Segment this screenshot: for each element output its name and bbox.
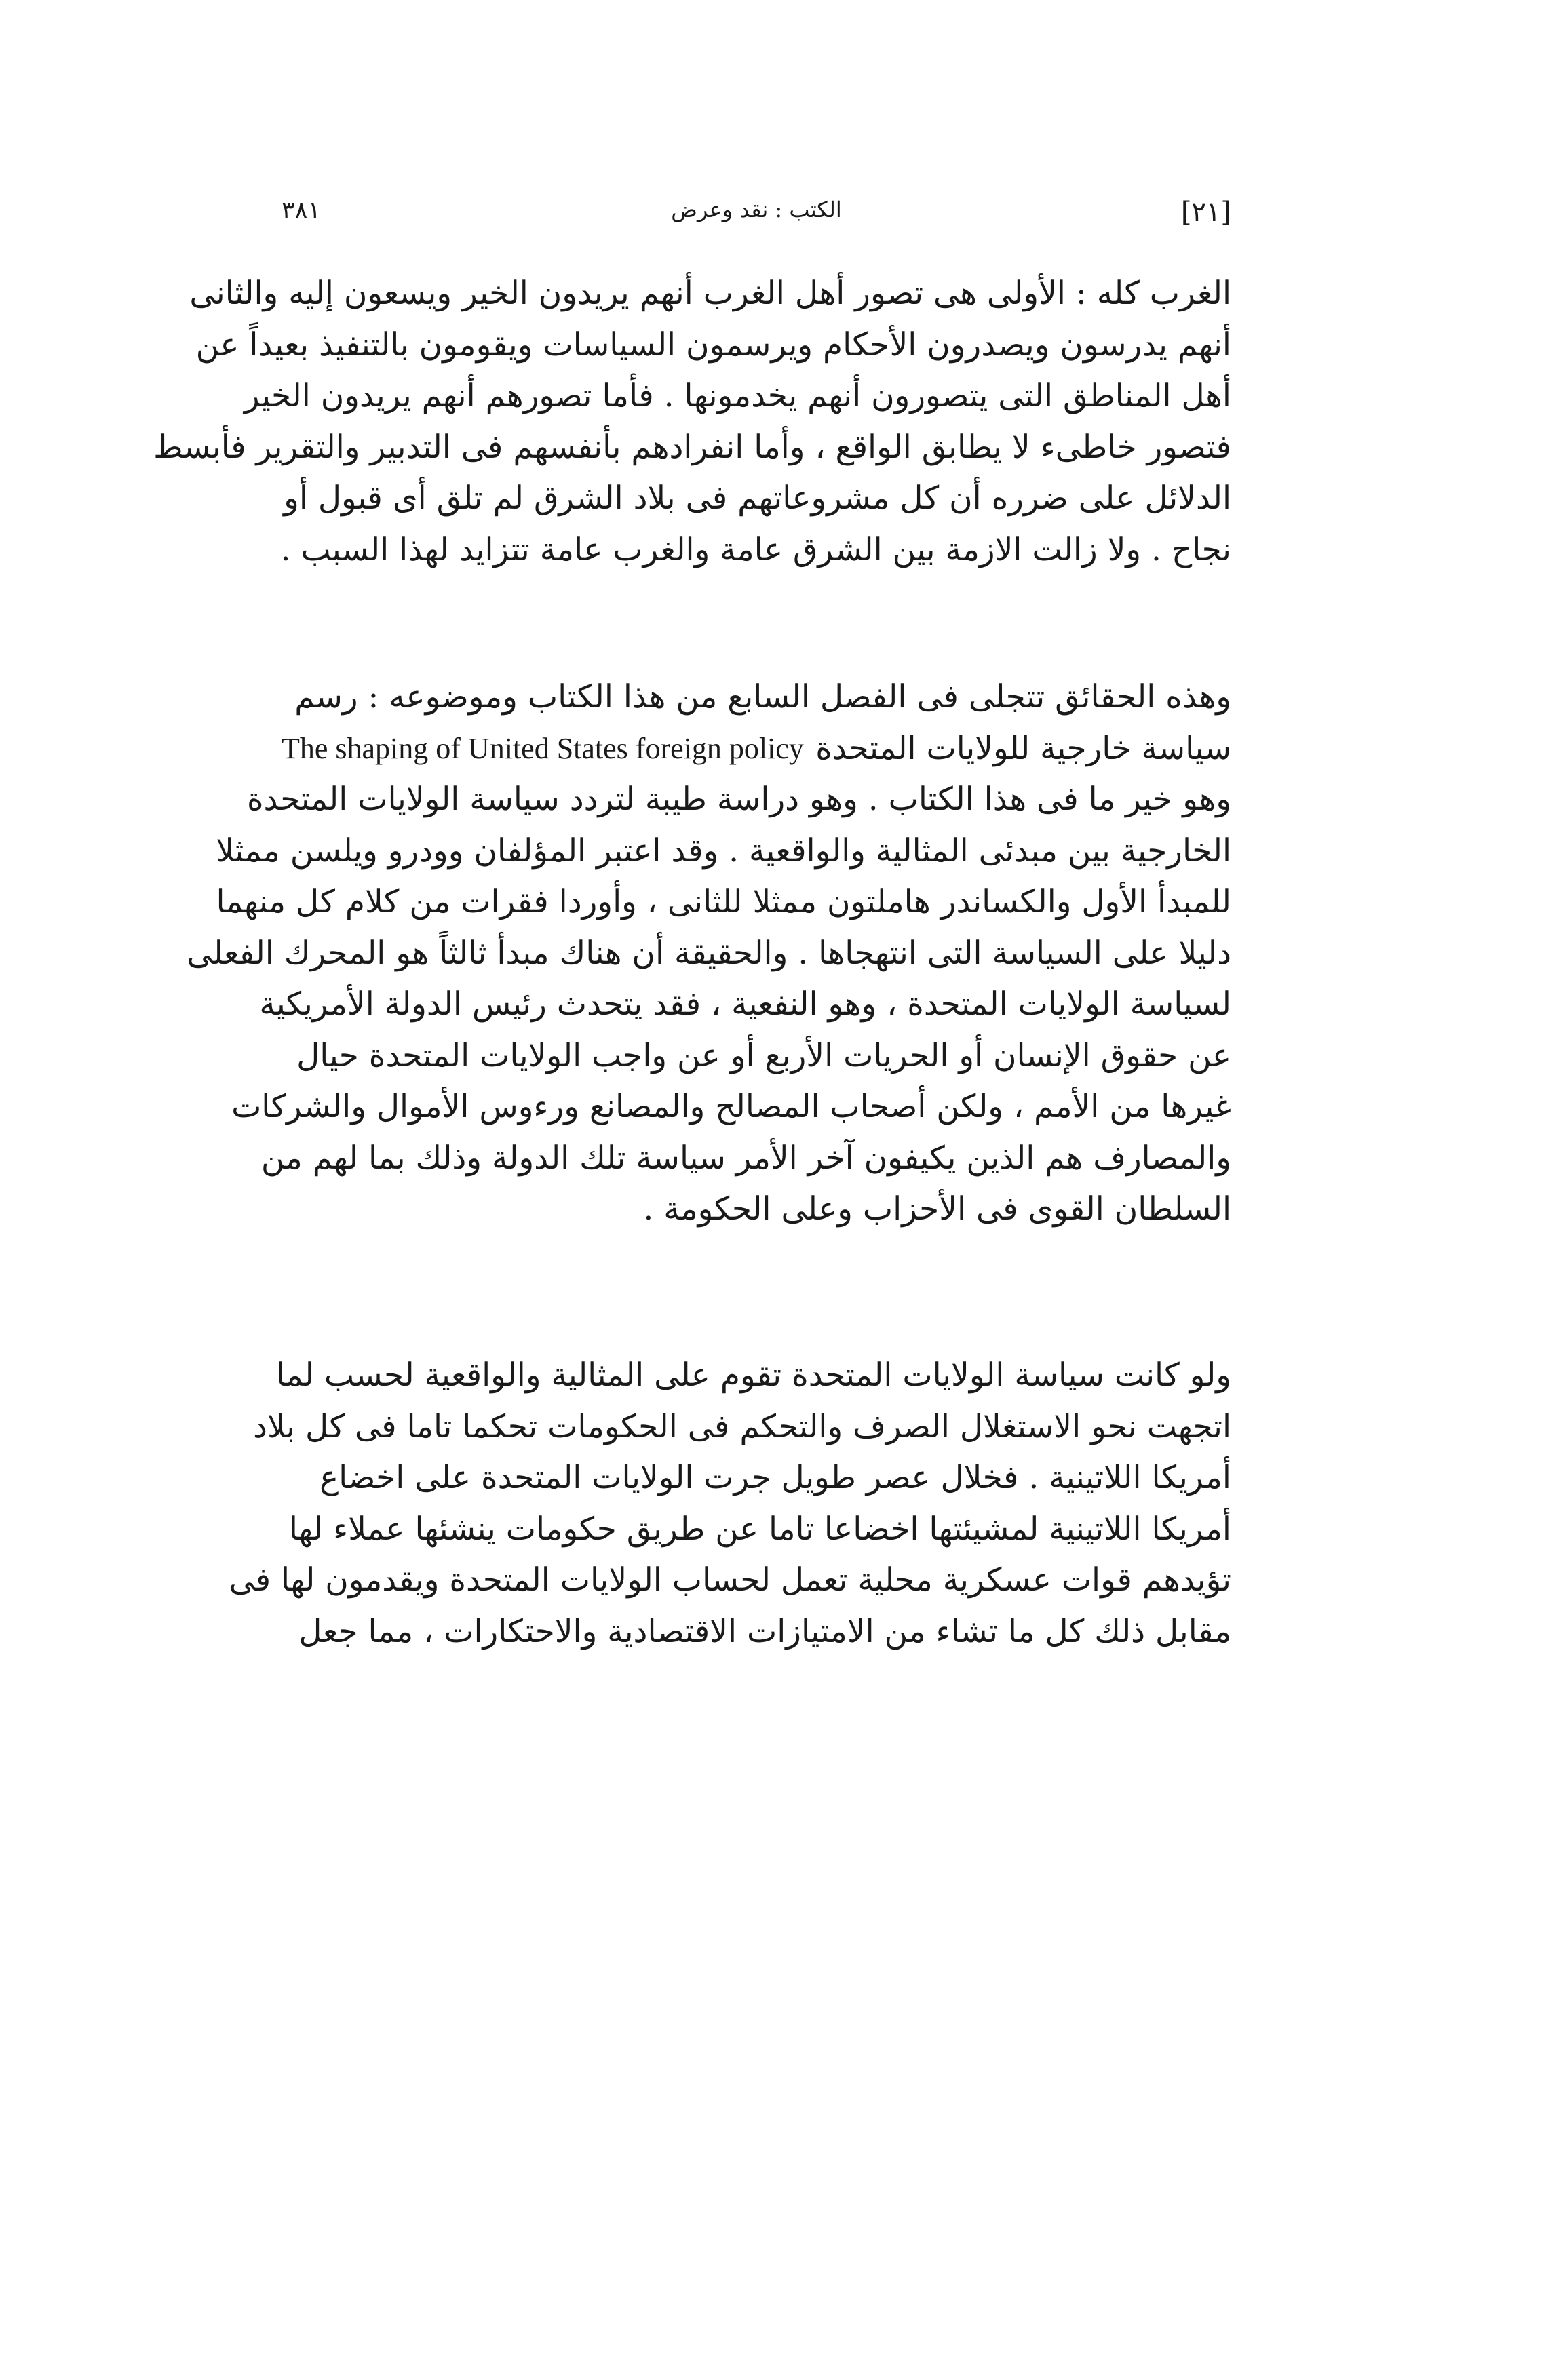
english-title: The shaping of United States foreign policy — [282, 731, 804, 765]
text-line: لسياسة الولايات المتحدة ، وهو النفعية ، فقد يتحدث رئيس الدولة الأمريكية — [259, 986, 1231, 1023]
text-line: للمبدأ الأول والكساندر هاملتون ممثلا للثانى ، وأوردا فقرات من كلام كل منهما — [216, 883, 1231, 920]
page-number: ٣٨١ — [282, 197, 322, 225]
text-line: أمريكا اللاتينية . فخلال عصر طويل جرت الولايات المتحدة على اخضاع — [320, 1459, 1231, 1496]
paragraph-1 — [153, 268, 1231, 575]
text-line: تؤيدهم قوات عسكرية محلية تعمل لحساب الولايات المتحدة ويقدمون لها فى — [229, 1561, 1231, 1599]
text-line: مقابل ذلك كل ما تشاء من الامتيازات الاقتصادية والاحتكارات ، مما جعل — [298, 1612, 1231, 1650]
text-line: ولو كانت سياسة الولايات المتحدة تقوم على المثالية والواقعية لحسب لما — [276, 1357, 1231, 1394]
arabic-title-fragment: سياسة خارجية للولايات المتحدة — [815, 729, 1231, 767]
text-line: اتجهت نحو الاستغلال الصرف والتحكم فى الحكومات تحكما تاما فى كل بلاد — [252, 1407, 1231, 1445]
paragraph-2 — [187, 671, 1231, 1235]
text-line: دليلا على السياسة التى انتهجاها . والحقيقة أن هناك مبدأ ثالثاً هو المحرك الفعلى — [187, 934, 1231, 972]
text-line: عن حقوق الإنسان أو الحريات الأربع أو عن واجب الولايات المتحدة حيال — [296, 1036, 1231, 1074]
page-header — [282, 197, 1231, 237]
text-line: الدلائل على ضرره أن كل مشروعاتهم فى بلاد الشرق لم تلق أى قبول أو — [284, 480, 1231, 517]
text-line: أنهم يدرسون ويصدرون الأحكام ويرسمون السياسات ويقومون بالتنفيذ بعيداً عن — [195, 326, 1231, 364]
text-line: أمريكا اللاتينية لمشيئتها اخضاعا تاما عن طريق حكومات ينشئها عملاء لها — [288, 1510, 1231, 1548]
running-head: الكتب : نقد وعرض — [671, 197, 842, 222]
text-line: الغرب كله : الأولى هى تصور أهل الغرب أنهم يريدون الخير ويسعون إليه والثانى — [189, 275, 1231, 312]
text-line: السلطان القوى فى الأحزاب وعلى الحكومة . — [643, 1190, 1231, 1228]
text-line-mixed — [282, 723, 1231, 775]
text-line: وهذه الحقائق تتجلى فى الفصل السابع من هذا الكتاب وموضوعه : رسم — [294, 678, 1231, 716]
text-line: الخارجية بين مبدئى المثالية والواقعية . وقد اعتبر المؤلفان وودرو ويلسن ممثلا — [216, 832, 1231, 870]
text-line: نجاح . ولا زالت الازمة بين الشرق عامة والغرب عامة تتزايد لهذا السبب . — [280, 530, 1231, 568]
text-line: وهو خير ما فى هذا الكتاب . وهو دراسة طيبة لتردد سياسة الولايات المتحدة — [246, 781, 1231, 818]
text-line: فتصور خاطىء لا يطابق الواقع ، وأما انفرادهم بأنفسهم فى التدبير والتقرير فأبسط — [153, 428, 1231, 466]
text-line: أهل المناطق التى يتصورون أنهم يخدمونها . فأما تصورهم أنهم يريدون الخير — [244, 377, 1231, 414]
text-line: غيرها من الأمم ، ولكن أصحاب المصالح والمصانع ورءوس الأموال والشركات — [231, 1088, 1231, 1125]
section-mark: [٢١] — [1180, 197, 1231, 228]
paragraph-3 — [229, 1350, 1231, 1657]
text-line: والمصارف هم الذين يكيفون آخر الأمر سياسة تلك الدولة وذلك بما لهم من — [260, 1139, 1231, 1177]
